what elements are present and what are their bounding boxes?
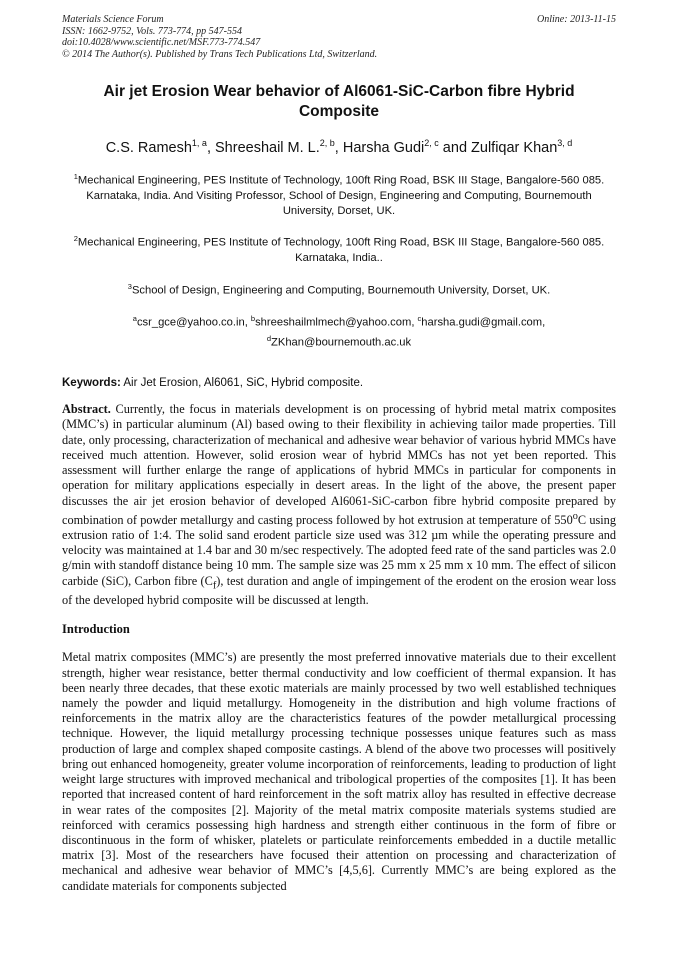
abstract-paragraph xyxy=(62,402,616,608)
affiliation xyxy=(62,279,616,299)
affiliation-mark: 3 xyxy=(127,281,132,291)
author-separator: , xyxy=(334,139,343,156)
online-date: Online: 2013-11-15 xyxy=(537,14,616,25)
author-name: Zulfiqar Khan xyxy=(471,139,558,156)
email-mark: c xyxy=(417,313,422,323)
affiliation-text: School of Design, Engineering and Computing, Bournemouth University, Dorset, UK. xyxy=(131,284,551,297)
email-address[interactable]: csr_gce@yahoo.co.in, xyxy=(136,316,251,329)
issn-line: ISSN: 1662-9752, Vols. 773-774, pp 547-554 xyxy=(62,25,242,37)
degree-mark: o xyxy=(572,510,578,522)
affiliation xyxy=(62,169,616,220)
author-name: Shreeshail M. L. xyxy=(215,139,320,156)
author-affiliation-mark: 2, b xyxy=(319,138,335,148)
email-address[interactable]: shreeshailmlmech@yahoo.com, xyxy=(255,316,418,329)
author-name: C.S. Ramesh xyxy=(105,139,192,156)
paper-title: Air jet Erosion Wear behavior of Al6061-SiC-Carbon fibre Hybrid Composite xyxy=(103,83,575,120)
email-mark: a xyxy=(132,313,137,323)
introduction-paragraph: Metal matrix composites (MMC’s) are presently the most preferred innovative materials due to their excellent strength, higher wear resistance, better thermal conductivity and low coefficient of thermal expansion. It has been nearly three decades, that these exotic materials are mainly processed by two well established techniques namely the powder and liquid metallurgy. Homogeneity in the distribution and high volume fractions of reinforcements in the matrix alloy are the characteristics features of the powder metallurgical processing technique. However, the liquid metallurgy processing technique possesses unique features such as mass production of large and complex shaped composite castings. A blend of the above two processes will positively bring out enhanced homogeneity, greater volume incorporation of reinforcements, leading to production of light weight large structures with improved mechanical and tribological properties of the composites [1]. It has been reported that increased content of hard reinforcement in the soft matrix alloy has resulted in effective decrease in wear rates of the composites [2]. Majority of the metal matrix composite materials systems studied are reinforced with ceramics possessing high hardness and strength either continuous in the form of fibre or discontinuous in the form of whisker, platelets or particulate reinforcements embedded in a ductile metallic matrix [3]. Most of the researchers have focused their attention on processing and characterization of mechanical and adhesive wear behavior of MMC’s [4,5,6]. Currently MMC’s are being explored as the candidate materials for components subjected xyxy=(62,650,616,893)
affiliation xyxy=(62,231,616,266)
keywords-text: Air Jet Erosion, Al6061, SiC, Hybrid composite. xyxy=(120,377,364,390)
author-separator: , xyxy=(206,139,215,156)
doi-line: doi:10.4028/www.scientific.net/MSF.773-774.547 xyxy=(62,37,261,48)
paper-page xyxy=(62,14,616,894)
email-mark: b xyxy=(250,313,256,323)
affiliation-text: Mechanical Engineering, PES Institute of Technology, 100ft Ring Road, BSK III Stage, Bangalore-560 085. Karnataka, India. And Visiting Professor, School of Design, Engineering and Computing, Bournemouth University, Dorset, UK. xyxy=(77,174,605,218)
keywords-line xyxy=(62,377,616,389)
fibre-subscript: f xyxy=(212,580,217,592)
section-heading: Introduction xyxy=(62,622,130,637)
journal-header xyxy=(62,14,616,60)
author-affiliation-mark: 3, d xyxy=(557,138,573,148)
author-name: Harsha Gudi xyxy=(342,139,425,156)
author-affiliation-mark: 1, a xyxy=(191,138,207,148)
email-address[interactable]: ZKhan@bournemouth.ac.uk xyxy=(271,336,412,349)
abstract-text: Currently, the focus in materials development is on processing of hybrid metal matrix composites (MMC’s) in particular aluminum (Al) based owing to their flexibility in achieving tailor made properties. Till date, only processing, characterization of mechanical and adhesive wear behavior of various hybrid MMCs have received much attention. However, solid erosion wear of hybrid MMCs has not yet been reported. This assessment will further enlarge the range of applications of hybrid MMCs in particular for components in operation for military applications especially in desert areas. In the light of the above, the present paper discusses the air jet erosion behavior of developed Al6061-SiC-carbon fibre hybrid composite prepared by combination of powder metallurgy and casting process followed by hot extrusion at temperature of 550 xyxy=(62,402,616,527)
email-mark: d xyxy=(266,333,272,343)
affiliation-text: Mechanical Engineering, PES Institute of Technology, 100ft Ring Road, BSK III Stage, Bangalore-560 085. Karnataka, India.. xyxy=(77,237,605,265)
affiliation-mark: 2 xyxy=(73,234,78,244)
author-affiliation-mark: 2, c xyxy=(424,138,439,148)
author-separator: and xyxy=(438,139,472,156)
affiliation-mark: 1 xyxy=(73,171,78,181)
copyright-line: © 2014 The Author(s). Published by Trans Tech Publications Ltd, Switzerland. xyxy=(62,48,378,60)
abstract-text: ), test duration and angle of impingement of the erodent on the erosion wear loss of the developed hybrid composite will be discussed at length. xyxy=(62,573,616,608)
journal-name: Materials Science Forum xyxy=(62,14,164,25)
abstract-text: C using extrusion ratio of 1:4. The solid sand erodent particle size used was 312 µm while the operating pressure and velocity was maintained at 1.4 bar and 30 m/sec respectively. The adopted feed rate of the sand particles was 2.0 g/min with standoff distance being 10 mm. The sample size was 25 mm x 25 mm x 10 mm. The effect of silicon carbide (SiC), Carbon fibre (C xyxy=(62,512,616,588)
abstract-label: Abstract. xyxy=(62,402,111,417)
author-list xyxy=(62,134,616,157)
author-emails xyxy=(62,311,616,350)
keywords-label: Keywords: xyxy=(62,377,121,390)
email-address[interactable]: harsha.gudi@gmail.com, xyxy=(421,316,546,329)
header-row xyxy=(62,14,616,26)
